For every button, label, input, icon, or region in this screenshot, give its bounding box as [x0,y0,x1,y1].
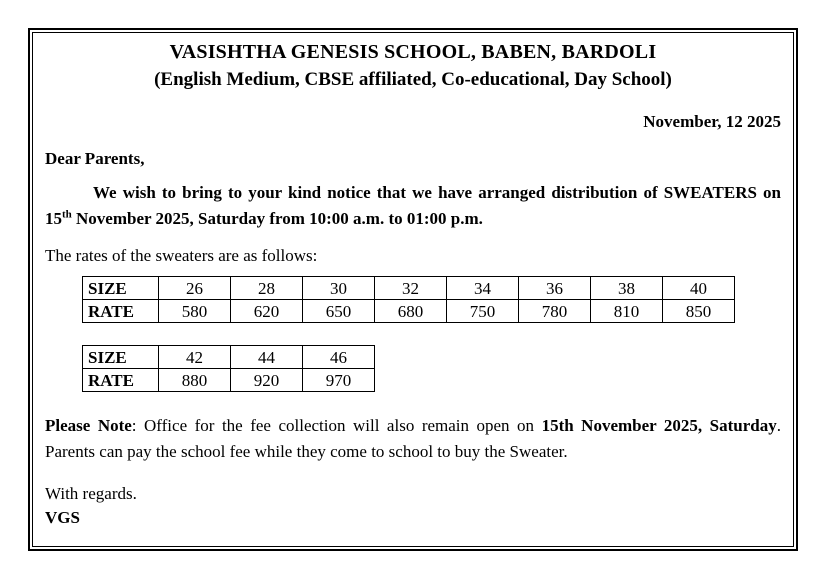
size-cell: 30 [303,277,375,300]
notice-document [32,32,794,547]
rate-cell: 920 [231,369,303,392]
note-label: Please Note [45,416,132,435]
rate-cell: 880 [159,369,231,392]
rate-cell: 780 [519,300,591,323]
size-row [83,277,735,300]
size-label-cell: SIZE [83,346,159,369]
size-label-cell: SIZE [83,277,159,300]
rate-row [83,300,735,323]
intro-text-1: We wish to bring to your kind notice that we have arranged distribution of SWEATERS on 15 [45,183,781,228]
rate-label-cell: RATE [83,300,159,323]
rate-cell: 750 [447,300,519,323]
rates-table-2 [82,345,375,392]
rate-cell: 810 [591,300,663,323]
size-cell: 28 [231,277,303,300]
note-date: 15th November 2025, Saturday [541,416,777,435]
note-text-1: : Office for the fee collection will also remain open on [131,416,542,435]
closing-regards: With regards. [45,484,137,503]
size-cell: 38 [591,277,663,300]
size-row [83,346,375,369]
notice-border-frame [28,28,798,551]
closing-signature: VGS [45,508,80,527]
rate-cell: 580 [159,300,231,323]
rate-cell: 680 [375,300,447,323]
size-cell: 44 [231,346,303,369]
school-subtitle: (English Medium, CBSE affiliated, Co-educational, Day School) [154,69,672,90]
size-cell: 46 [303,346,375,369]
rate-cell: 970 [303,369,375,392]
note-paragraph [45,413,781,465]
rate-row [83,369,375,392]
rate-cell: 620 [231,300,303,323]
size-cell: 40 [663,277,735,300]
rate-cell: 650 [303,300,375,323]
note-text-2: . Parents can pay the school fee while they come to school to buy the Sweater. [45,416,781,461]
rate-label-cell: RATE [83,369,159,392]
size-cell: 36 [519,277,591,300]
intro-paragraph [45,180,781,232]
ordinal-suffix: th [62,208,72,221]
rates-intro-line: The rates of the sweaters are as follows: [45,246,318,265]
notice-date: November, 12 2025 [643,112,781,131]
rate-cell: 850 [663,300,735,323]
salutation: Dear Parents, [45,149,145,168]
size-cell: 42 [159,346,231,369]
size-cell: 34 [447,277,519,300]
size-cell: 26 [159,277,231,300]
intro-text-2: November 2025, Saturday from 10:00 a.m. to 01:00 p.m. [71,209,483,228]
size-cell: 32 [375,277,447,300]
school-name-heading: VASISHTHA GENESIS SCHOOL, BABEN, BARDOLI [169,41,657,63]
rates-table-1 [82,276,735,323]
